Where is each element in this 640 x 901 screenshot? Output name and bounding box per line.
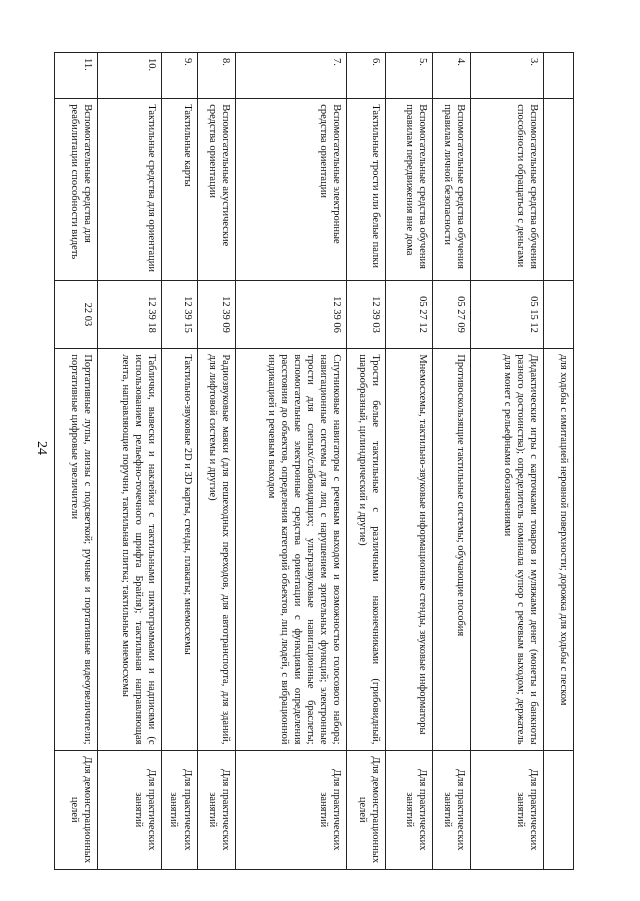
cell-desc: для ходьбы с имитацией неровной поверхности; дорожка для ходьбы с песком xyxy=(544,349,574,750)
cell-name: Вспомогательные электронные средства ориентации xyxy=(236,99,347,280)
table-row xyxy=(55,53,98,870)
table-row xyxy=(432,53,471,870)
cell-name: Вспомогательные средства обучения способности обращаться с деньгами xyxy=(471,99,544,280)
cell-name: Тактильные средства для ориентации xyxy=(97,99,161,280)
table-row xyxy=(471,53,544,870)
cell-num: 7. xyxy=(236,53,347,99)
table-row xyxy=(162,53,198,870)
cell-num: 5. xyxy=(385,53,432,99)
cell-purpose xyxy=(544,750,574,869)
table-row xyxy=(347,53,386,870)
cell-desc: Мнемосхемы, тактильно-звуковые информационные стенды, звуковые информаторы xyxy=(385,349,432,750)
cell-code: 05 27 12 xyxy=(385,280,432,349)
cell-code xyxy=(544,280,574,349)
cell-desc: Трости белые тактильные с различными наконечниками (грибовидный, шарообразный, цилиндрический и другие) xyxy=(347,349,386,750)
cell-purpose: Для практических занятий xyxy=(236,750,347,869)
cell-code: 05 15 12 xyxy=(471,280,544,349)
cell-num: 9. xyxy=(162,53,198,99)
cell-num xyxy=(544,53,574,99)
cell-desc: Таблички, вывески и наклейки с тактильными пиктограммами и надписями (с использованием рельефно-точечного шрифта Брайля); тактильная направляющая лента, направляющие поручни, тактильная плитка; тактильные мнемосхемы xyxy=(97,349,161,750)
cell-desc: Дидактические игры с карточками товаров и муляжами денег (монеты и банкноты разного достоинства); определитель номинала купюр с речевым выходом; держатель для монет с рельефными обозначениями xyxy=(471,349,544,750)
cell-desc: Портативные лупы, линзы с подсветкой; ручные и портативные видеоувеличители; портативные цифровые увеличители xyxy=(55,349,98,750)
cell-code: 12 39 03 xyxy=(347,280,386,349)
page-number: 24 xyxy=(34,441,49,455)
cell-num: 8. xyxy=(197,53,236,99)
cell-purpose: Для практических занятий xyxy=(162,750,198,869)
cell-code: 12 39 18 xyxy=(97,280,161,349)
cell-desc: Противоскользящие тактильные системы; обучающие пособия xyxy=(432,349,471,750)
table-row xyxy=(544,53,574,870)
cell-purpose: Для практических занятий xyxy=(432,750,471,869)
cell-num: 6. xyxy=(347,53,386,99)
cell-code: 05 27 09 xyxy=(432,280,471,349)
cell-code: 12 39 06 xyxy=(236,280,347,349)
table-wrapper xyxy=(54,52,574,870)
rotated-table-container xyxy=(54,52,574,870)
cell-name: Вспомогательные средства обучения правилам личной безопасности xyxy=(432,99,471,280)
cell-name: Вспомогательные средства для реабилитации способности видеть xyxy=(55,99,98,280)
table-row xyxy=(236,53,347,870)
cell-name: Вспомогательные акустические средства ориентации xyxy=(197,99,236,280)
cell-purpose: Для демонстрационных целей xyxy=(347,750,386,869)
cell-desc: Спутниковые навигаторы с речевым выходом и возможностью голосового набора; навигационные системы для лиц с нарушением зрительных функций; электронные трости для слепых/слабовидящих; ультразвуковые навигационные браслеты; вспомогательные электронные средства ориентации с функциями определения расстояния до объектов, определения категорий объектов, лиц людей, с вибрационной индикацией и речевым выходом xyxy=(236,349,347,750)
cell-num: 3. xyxy=(471,53,544,99)
cell-purpose: Для практических занятий xyxy=(471,750,544,869)
cell-purpose: Для практических занятий xyxy=(97,750,161,869)
cell-num: 10. xyxy=(97,53,161,99)
cell-desc: Радиозвуковые маяки (для пешеходных переходов, для автотранспорта, для зданий, для лифтовой системы и другие) xyxy=(197,349,236,750)
cell-code: 12 39 15 xyxy=(162,280,198,349)
cell-code: 22 03 xyxy=(55,280,98,349)
cell-name: Тактильные карты xyxy=(162,99,198,280)
cell-desc: Тактильно-звуковые 2D и 3D карты, стенды, плакаты; мнемосхемы xyxy=(162,349,198,750)
cell-num: 4. xyxy=(432,53,471,99)
cell-name: Вспомогательные средства обучения правилам передвижения вне дома xyxy=(385,99,432,280)
cell-purpose: Для практических занятий xyxy=(385,750,432,869)
cell-purpose: Для практических занятий xyxy=(197,750,236,869)
cell-code: 12 39 09 xyxy=(197,280,236,349)
table-row xyxy=(197,53,236,870)
cell-num: 11. xyxy=(55,53,98,99)
cell-name: Тактильные трости или белые палки xyxy=(347,99,386,280)
equipment-table xyxy=(54,52,574,870)
cell-purpose: Для демонстрационных целей xyxy=(55,750,98,869)
cell-name xyxy=(544,99,574,280)
table-row xyxy=(97,53,161,870)
table-row xyxy=(385,53,432,870)
